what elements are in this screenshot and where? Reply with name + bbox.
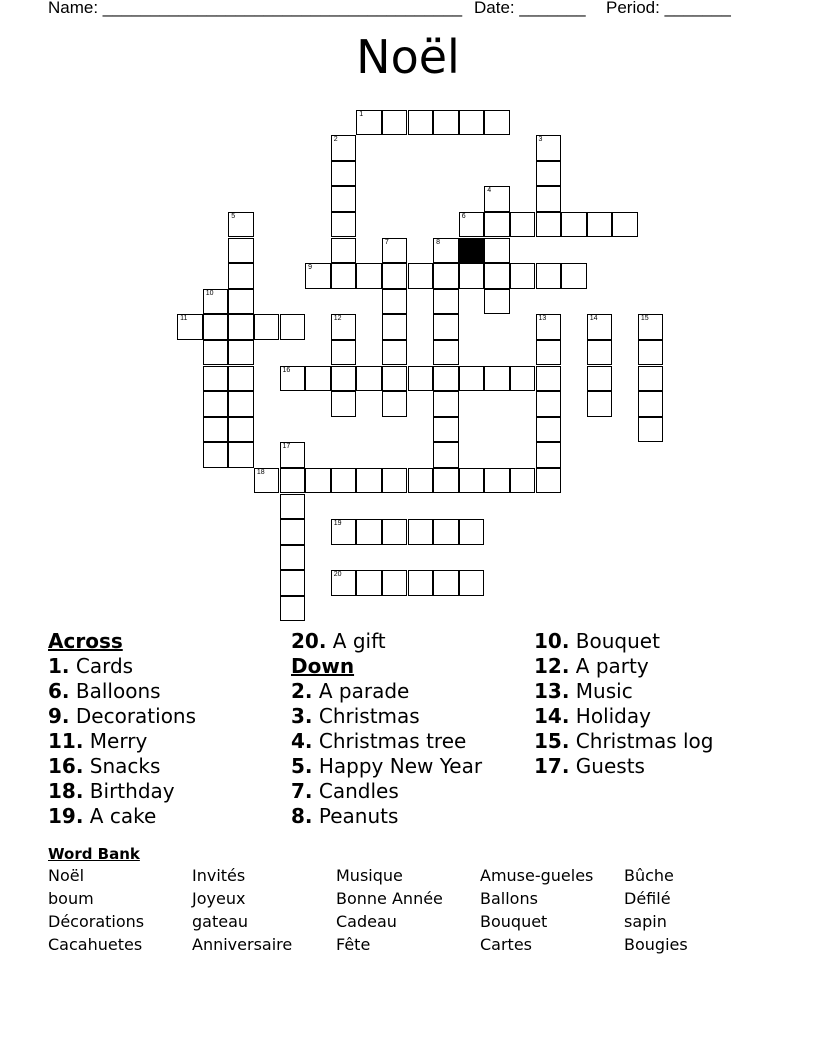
- clue-number-label: 2: [333, 136, 338, 144]
- clue-number: 15.: [534, 729, 570, 753]
- crossword-cell[interactable]: [305, 468, 331, 494]
- crossword-cell[interactable]: [280, 596, 306, 622]
- crossword-cell[interactable]: [536, 161, 562, 187]
- crossword-cell[interactable]: [510, 468, 536, 494]
- word-bank-item: Amuse-gueles: [480, 866, 594, 885]
- crossword-cell[interactable]: [331, 366, 357, 392]
- clue-down-5: [291, 753, 482, 778]
- crossword-cell[interactable]: [536, 391, 562, 417]
- clue-number: 5.: [291, 754, 313, 778]
- crossword-cell[interactable]: [356, 570, 382, 596]
- crossword-cell[interactable]: [382, 289, 408, 315]
- crossword-cell[interactable]: [280, 442, 306, 468]
- name-field-label: Name: ______________________________________: [48, 0, 463, 17]
- word-bank-item: Bougies: [624, 935, 688, 954]
- crossword-cell[interactable]: [433, 366, 459, 392]
- clue-down-17: [534, 753, 713, 778]
- clue-number: 9.: [48, 704, 70, 728]
- crossword-cell[interactable]: [280, 314, 306, 340]
- clue-text: Christmas log: [575, 729, 714, 753]
- clue-across-11: [48, 728, 196, 753]
- clue-text: Christmas: [318, 704, 420, 728]
- clue-down-13: [534, 678, 713, 703]
- clue-text: Bouquet: [575, 629, 660, 653]
- clue-number: 16.: [48, 754, 84, 778]
- crossword-cell[interactable]: [638, 417, 664, 443]
- crossword-cell[interactable]: [203, 366, 229, 392]
- word-bank-item: Joyeux: [192, 889, 246, 908]
- crossword-cell[interactable]: [612, 212, 638, 238]
- crossword-cell[interactable]: [433, 442, 459, 468]
- clue-number-label: 18: [256, 468, 265, 476]
- crossword-cell[interactable]: [331, 161, 357, 187]
- clue-across-6: [48, 678, 196, 703]
- clue-number-label: 4: [487, 187, 492, 195]
- crossword-cell[interactable]: [536, 442, 562, 468]
- crossword-cell[interactable]: [510, 212, 536, 238]
- crossword-cell[interactable]: [280, 366, 306, 392]
- clue-number-label: 3: [538, 136, 543, 144]
- crossword-cell[interactable]: [228, 238, 254, 264]
- crossword-cell[interactable]: [638, 314, 664, 340]
- word-bank-item: Défilé: [624, 889, 671, 908]
- crossword-cell[interactable]: [331, 263, 357, 289]
- crossword-cell[interactable]: [228, 314, 254, 340]
- crossword-cell[interactable]: [382, 366, 408, 392]
- crossword-cell[interactable]: [408, 468, 434, 494]
- crossword-cell[interactable]: [587, 366, 613, 392]
- crossword-cell[interactable]: [331, 186, 357, 212]
- crossword-cell[interactable]: [484, 212, 510, 238]
- crossword-cell[interactable]: [382, 314, 408, 340]
- crossword-cell[interactable]: [331, 340, 357, 366]
- clue-number: 2.: [291, 679, 313, 703]
- clue-number: 10.: [534, 629, 570, 653]
- clue-number-label: 12: [333, 315, 342, 323]
- clue-number: 13.: [534, 679, 570, 703]
- crossword-cell[interactable]: [536, 263, 562, 289]
- crossword-cell[interactable]: [484, 186, 510, 212]
- clue-down-4: [291, 728, 482, 753]
- word-bank-item: sapin: [624, 912, 667, 931]
- clue-number: 12.: [534, 654, 570, 678]
- down-heading: Down: [291, 654, 355, 678]
- crossword-cell[interactable]: [459, 366, 485, 392]
- crossword-cell[interactable]: [484, 289, 510, 315]
- clue-number: 3.: [291, 704, 313, 728]
- crossword-cell[interactable]: [484, 468, 510, 494]
- crossword-cell[interactable]: [408, 519, 434, 545]
- crossword-cell[interactable]: [356, 519, 382, 545]
- crossword-cell[interactable]: [408, 570, 434, 596]
- crossword-cell[interactable]: [203, 289, 229, 315]
- crossword-cell[interactable]: [382, 519, 408, 545]
- crossword-cell[interactable]: [587, 314, 613, 340]
- clue-number: 1.: [48, 654, 70, 678]
- crossword-cell[interactable]: [254, 314, 280, 340]
- crossword-cell[interactable]: [433, 391, 459, 417]
- clue-across-19: [48, 803, 196, 828]
- period-field-label: Period: _______: [606, 0, 731, 17]
- crossword-cell[interactable]: [459, 570, 485, 596]
- clue-number-label: 15: [640, 315, 649, 323]
- clue-across-9: [48, 703, 196, 728]
- clues-column-3: [534, 628, 713, 778]
- crossword-cell[interactable]: [382, 110, 408, 136]
- crossword-cell[interactable]: [228, 340, 254, 366]
- crossword-cell[interactable]: [280, 468, 306, 494]
- crossword-cell[interactable]: [280, 570, 306, 596]
- crossword-cell[interactable]: [587, 391, 613, 417]
- crossword-cell[interactable]: [382, 238, 408, 264]
- clue-text: Holiday: [575, 704, 651, 728]
- clue-down-14: [534, 703, 713, 728]
- word-bank-item: Bouquet: [480, 912, 548, 931]
- clue-number-label: 17: [282, 443, 291, 451]
- clue-text: A cake: [89, 804, 157, 828]
- clue-text: Decorations: [75, 704, 197, 728]
- crossword-cell[interactable]: [433, 263, 459, 289]
- word-bank-item: Musique: [336, 866, 403, 885]
- clue-down-15: [534, 728, 713, 753]
- clue-text: Merry: [89, 729, 148, 753]
- clue-number: 18.: [48, 779, 84, 803]
- clue-number: 11.: [48, 729, 84, 753]
- crossword-cell[interactable]: [331, 238, 357, 264]
- crossword-cell[interactable]: [484, 263, 510, 289]
- clue-text: Guests: [575, 754, 645, 778]
- crossword-cell[interactable]: [638, 391, 664, 417]
- crossword-cell[interactable]: [331, 468, 357, 494]
- crossword-cell[interactable]: [536, 417, 562, 443]
- crossword-cell[interactable]: [305, 366, 331, 392]
- crossword-cell[interactable]: [484, 366, 510, 392]
- crossword-cell[interactable]: [459, 519, 485, 545]
- clue-across-16: [48, 753, 196, 778]
- crossword-cell[interactable]: [433, 468, 459, 494]
- crossword-cell[interactable]: [203, 314, 229, 340]
- clue-text: Christmas tree: [318, 729, 467, 753]
- word-bank-item: Anniversaire: [192, 935, 293, 954]
- clues-column-1: [48, 628, 196, 828]
- word-bank-item: Cadeau: [336, 912, 397, 931]
- clue-number-label: 13: [538, 315, 547, 323]
- crossword-cell[interactable]: [408, 263, 434, 289]
- crossword-cell[interactable]: [484, 110, 510, 136]
- word-bank-item: gateau: [192, 912, 249, 931]
- clue-number-label: 9: [308, 264, 312, 272]
- crossword-cell[interactable]: [433, 340, 459, 366]
- clue-text: A gift: [332, 629, 386, 653]
- clue-text: Balloons: [75, 679, 161, 703]
- crossword-cell[interactable]: [382, 468, 408, 494]
- word-bank-item: Ballons: [480, 889, 538, 908]
- crossword-cell[interactable]: [331, 519, 357, 545]
- clue-number-label: 7: [384, 238, 389, 246]
- word-bank-item: Décorations: [48, 912, 145, 931]
- crossword-cell[interactable]: [203, 442, 229, 468]
- crossword-cell[interactable]: [305, 263, 331, 289]
- crossword-cell[interactable]: [254, 468, 280, 494]
- crossword-cell[interactable]: [382, 263, 408, 289]
- crossword-cell[interactable]: [459, 263, 485, 289]
- crossword-cell[interactable]: [177, 314, 203, 340]
- crossword-cell[interactable]: [484, 238, 510, 264]
- crossword-cell[interactable]: [228, 263, 254, 289]
- crossword-cell[interactable]: [510, 366, 536, 392]
- clue-number-label: 20: [333, 571, 342, 579]
- clue-across-18: [48, 778, 196, 803]
- clues-column-2: [291, 628, 482, 828]
- clue-down-12: [534, 653, 713, 678]
- clue-text: Cards: [75, 654, 134, 678]
- crossword-cell[interactable]: [587, 212, 613, 238]
- crossword-cell[interactable]: [433, 570, 459, 596]
- crossword-cell[interactable]: [356, 263, 382, 289]
- crossword-cell[interactable]: [638, 340, 664, 366]
- crossword-cell[interactable]: [459, 110, 485, 136]
- crossword-cell[interactable]: [536, 135, 562, 161]
- clue-number: 8.: [291, 804, 313, 828]
- clue-down-7: [291, 778, 482, 803]
- across-heading: Across: [48, 629, 123, 653]
- clue-number-label: 8: [436, 238, 440, 246]
- clue-down-8: [291, 803, 482, 828]
- clue-number-label: 16: [282, 366, 291, 374]
- clue-text: A parade: [318, 679, 410, 703]
- crossword-cell[interactable]: [331, 314, 357, 340]
- crossword-cell[interactable]: [433, 314, 459, 340]
- crossword-cell[interactable]: [536, 366, 562, 392]
- crossword-cell[interactable]: [203, 417, 229, 443]
- crossword-cell[interactable]: [382, 340, 408, 366]
- date-field-label: Date: _______: [474, 0, 586, 17]
- crossword-cell[interactable]: [433, 417, 459, 443]
- clue-down-10: [534, 628, 713, 653]
- clue-down-3: [291, 703, 482, 728]
- word-bank-item: boum: [48, 889, 94, 908]
- crossword-cell[interactable]: [433, 238, 459, 264]
- clue-text: A party: [575, 654, 649, 678]
- crossword-cell[interactable]: [228, 212, 254, 238]
- word-bank-item: Noël: [48, 866, 85, 885]
- clue-text: Happy New Year: [318, 754, 483, 778]
- crossword-cell[interactable]: [382, 570, 408, 596]
- crossword-cell[interactable]: [433, 519, 459, 545]
- crossword-cell[interactable]: [356, 366, 382, 392]
- clue-number-label: 6: [461, 212, 466, 220]
- crossword-cell[interactable]: [382, 391, 408, 417]
- clue-number-label: 11: [180, 315, 188, 323]
- crossword-cell[interactable]: [433, 289, 459, 315]
- crossword-cell[interactable]: [561, 263, 587, 289]
- clue-text: Music: [575, 679, 633, 703]
- crossword-cell[interactable]: [459, 468, 485, 494]
- clue-text: Birthday: [89, 779, 175, 803]
- crossword-cell[interactable]: [228, 417, 254, 443]
- crossword-cell[interactable]: [228, 391, 254, 417]
- clue-number-label: 5: [231, 212, 236, 220]
- word-bank-item: Invités: [192, 866, 246, 885]
- crossword-cell[interactable]: [228, 366, 254, 392]
- clue-number-label: 19: [333, 520, 342, 528]
- crossword-cell[interactable]: [280, 545, 306, 571]
- crossword-cell[interactable]: [331, 391, 357, 417]
- clue-text: Candles: [318, 779, 399, 803]
- crossword-cell[interactable]: [203, 391, 229, 417]
- crossword-cell[interactable]: [408, 366, 434, 392]
- word-bank-title: Word Bank: [48, 845, 140, 863]
- crossword-cell[interactable]: [433, 110, 459, 136]
- crossword-cell[interactable]: [536, 314, 562, 340]
- crossword-cell[interactable]: [561, 212, 587, 238]
- crossword-cell[interactable]: [587, 340, 613, 366]
- clue-number: 6.: [48, 679, 70, 703]
- crossword-black-cell: [459, 238, 485, 264]
- crossword-cell[interactable]: [459, 212, 485, 238]
- crossword-cell[interactable]: [536, 212, 562, 238]
- clue-across-1: [48, 653, 196, 678]
- clue-down-2: [291, 678, 482, 703]
- word-bank-item: Cartes: [480, 935, 533, 954]
- page-title: Noël: [356, 30, 460, 84]
- word-bank-item: Fête: [336, 935, 371, 954]
- clue-number-label: 10: [205, 289, 214, 297]
- clue-number-label: 14: [589, 315, 598, 323]
- crossword-cell[interactable]: [536, 340, 562, 366]
- crossword-cell[interactable]: [356, 468, 382, 494]
- crossword-cell[interactable]: [203, 340, 229, 366]
- crossword-cell[interactable]: [510, 263, 536, 289]
- crossword-cell[interactable]: [280, 519, 306, 545]
- word-bank-item: Cacahuetes: [48, 935, 143, 954]
- clue-number: 4.: [291, 729, 313, 753]
- word-bank-item: Bonne Année: [336, 889, 443, 908]
- crossword-cell[interactable]: [536, 186, 562, 212]
- crossword-cell[interactable]: [228, 289, 254, 315]
- clue-number: 20.: [291, 629, 327, 653]
- crossword-cell[interactable]: [331, 135, 357, 161]
- clue-across-20: [291, 628, 482, 653]
- crossword-cell[interactable]: [356, 110, 382, 136]
- clue-text: Peanuts: [318, 804, 399, 828]
- crossword-cell[interactable]: [331, 212, 357, 238]
- clue-number: 19.: [48, 804, 84, 828]
- clue-number: 17.: [534, 754, 570, 778]
- crossword-cell[interactable]: [408, 110, 434, 136]
- crossword-cell[interactable]: [536, 468, 562, 494]
- crossword-cell[interactable]: [638, 366, 664, 392]
- crossword-cell[interactable]: [228, 442, 254, 468]
- crossword-cell[interactable]: [331, 570, 357, 596]
- word-bank-item: Bûche: [624, 866, 674, 885]
- clue-number: 14.: [534, 704, 570, 728]
- crossword-cell[interactable]: [280, 494, 306, 520]
- clue-number-label: 1: [359, 110, 364, 118]
- clue-number: 7.: [291, 779, 313, 803]
- clue-text: Snacks: [89, 754, 161, 778]
